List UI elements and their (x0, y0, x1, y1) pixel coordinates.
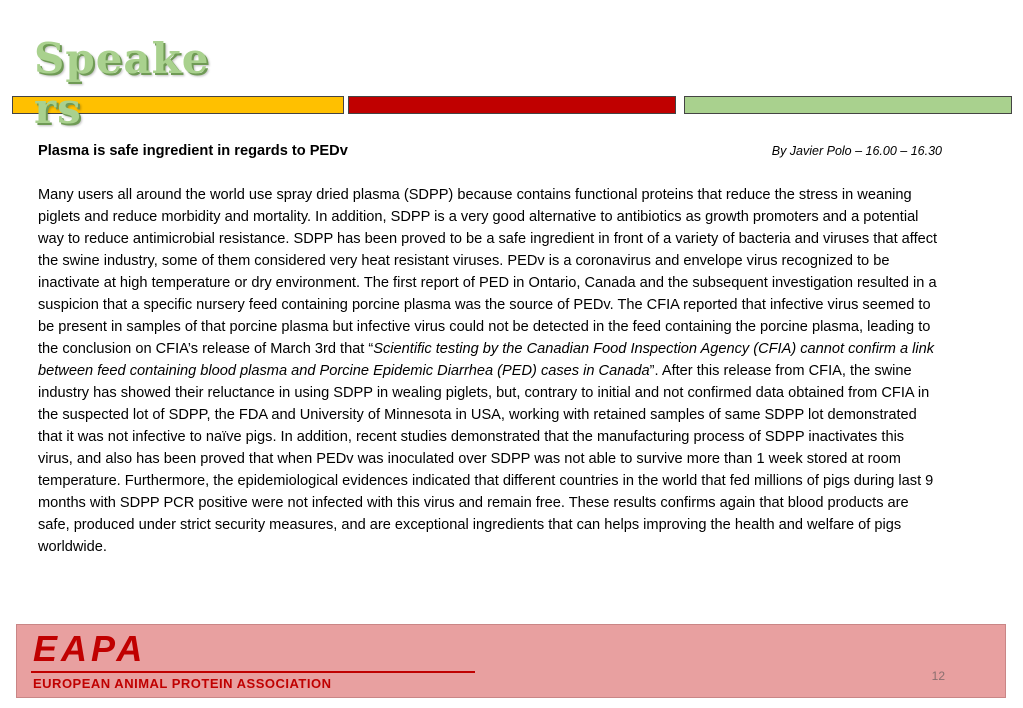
talk-section (38, 140, 942, 558)
eapa-logo-text: EAPA (33, 628, 147, 669)
abstract-text-1: Many users all around the world use spray dried plasma (SDPP) because contains functional proteins that reduce the stress in weaning piglets and reduce morbidity and mortality. In addition, SDPP is a very good alternative to antibiotics as growth promoters and a potential way to reduce antimicrobial resistance. SDPP has been proved to be a safe ingredient in front of a variety of bacteria and viruses that affect the swine industry, some of them considered very heat resistant viruses. PEDv is a coronavirus and envelope virus recognized to be inactivate at high temperature or dry environment. The first report of PED in Ontario, Canada and the subsequent investigation resulted in a suspicion that a specific nursery feed containing porcine plasma was the source of PEDv. The CFIA reported that infective virus seemed to be present in samples of that porcine plasma but infective virus could not be detected in the feed containing the porcine plasma, leading to the conclusion on CFIA’s release of March 3rd that “ (38, 187, 938, 357)
page-number: 12 (931, 669, 945, 683)
page-title: Speakers (34, 34, 210, 133)
abstract-text-2: ”. After this release from CFIA, the swine industry has showed their reluctance in using SDPP in wealing piglets, but, contrary to initial and not confirmed data obtained from CFIA in the suspected lot of SDPP, the FDA and University of Minnesota in USA, working with retained samples of same SDPP lot demonstrated that it was not infective to naïve pigs. In addition, recent studies demonstrated that the manufacturing process of SDPP inactivates this virus, and also has been proved that when PEDv was inoculated over SDPP was not able to survive more than 1 week stored at room temperature. Furthermore, the epidemiological evidences indicated that different countries in the world that fed millions of pigs during last 9 months with SDPP PCR positive were not infected with this virus and remain free. These results confirms again that blood products are safe, produced under strict security measures, and are exceptional ingredients that can helps improving the health and welfare of pigs worldwide. (38, 363, 934, 555)
green-bar (684, 96, 1012, 114)
footer-band (16, 624, 1006, 698)
red-bar (348, 96, 676, 114)
association-name: EUROPEAN ANIMAL PROTEIN ASSOCIATION (33, 676, 332, 691)
abstract-quote: Scientific testing by the Canadian Food Inspection Agency (CFIA) cannot confirm a link between feed containing blood plasma and Porcine Epidemic Diarrhea (PED) cases in Canada (38, 341, 935, 379)
speaker-byline: By Javier Polo – 16.00 – 16.30 (771, 144, 942, 158)
talk-title: Plasma is safe ingredient in regards to PEDv (38, 143, 348, 159)
logo-underline (31, 671, 475, 673)
talk-heading-row (38, 140, 942, 162)
talk-abstract (38, 184, 942, 558)
